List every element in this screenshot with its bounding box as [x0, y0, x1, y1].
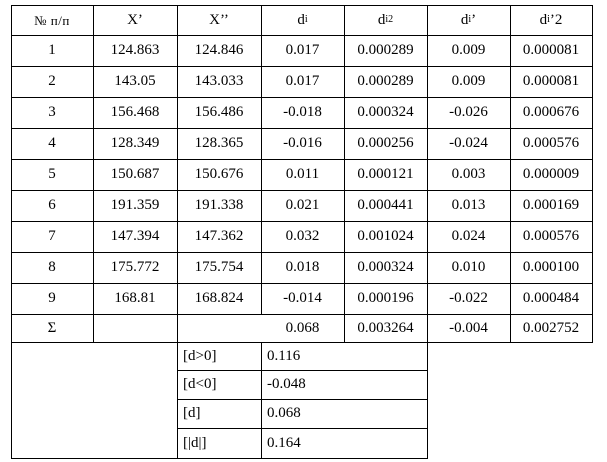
- table-cell-x1: 143.05: [114, 73, 156, 89]
- table-cell-d2: 0.000289: [357, 73, 414, 89]
- col-line: [11, 5, 12, 459]
- sum-d: 0.068: [285, 319, 320, 336]
- table-cell-x2: 156.486: [194, 104, 244, 120]
- stat-label: [d]: [183, 405, 201, 421]
- header-x-double-prime: X’’: [209, 11, 229, 28]
- row-line: [11, 252, 593, 253]
- table-cell-d2: 0.000324: [357, 104, 414, 120]
- table-cell-x1: 175.772: [110, 259, 160, 275]
- header-number: № п/п: [34, 12, 70, 28]
- col-line: [177, 5, 178, 458]
- col-line: [592, 5, 593, 343]
- header-d-prime: [427, 5, 510, 35]
- row-line: [11, 283, 593, 284]
- col-line: [510, 5, 511, 342]
- table-cell-n: 8: [48, 259, 56, 275]
- table-cell-x2: 168.824: [194, 290, 244, 306]
- table-cell-x2: 124.846: [194, 42, 244, 58]
- row-line: [11, 35, 593, 36]
- table-cell-dp: 0.010: [451, 259, 486, 275]
- table-cell-x2: 150.676: [194, 166, 244, 182]
- header-d2-base: d: [377, 11, 386, 28]
- table-cell-x2: 147.362: [194, 228, 244, 244]
- table-cell-n: 1: [48, 42, 56, 58]
- header-d-sub: i: [304, 14, 308, 25]
- header-x-prime: X’: [127, 11, 143, 28]
- table-cell-x1: 150.687: [110, 166, 160, 182]
- table-cell-n: 4: [48, 135, 56, 151]
- header-dp-sub: i: [468, 14, 472, 25]
- table-cell-x2: 191.338: [194, 197, 244, 213]
- row-line: [11, 159, 593, 160]
- table-cell-dp2: 0.000009: [522, 166, 580, 182]
- table-cell-dp: 0.009: [451, 73, 486, 89]
- table-cell-d2: 0.000121: [357, 166, 414, 182]
- table-cell-x1: 128.349: [110, 135, 160, 151]
- header-d-squared: [344, 5, 427, 35]
- table-cell-d: -0.016: [283, 135, 322, 151]
- header-d-prime-squared: [510, 5, 592, 35]
- row-line: [11, 190, 593, 191]
- stat-label: [|d|]: [183, 434, 207, 451]
- row-line: [11, 5, 593, 6]
- col-line: [344, 5, 345, 342]
- table-cell-dp2: 0.000081: [522, 42, 580, 58]
- row-line: [11, 314, 593, 315]
- table-cell-dp: -0.026: [449, 104, 488, 120]
- table-cell-dp: 0.024: [451, 228, 486, 244]
- table-cell-d2: 0.001024: [357, 228, 414, 244]
- header-d2-sup: 2: [388, 14, 394, 25]
- row-line: [177, 399, 428, 400]
- stat-label: [d>0]: [183, 347, 217, 364]
- row-line: [177, 428, 428, 429]
- table-cell-d2: 0.000256: [357, 135, 414, 151]
- table-cell-d: 0.011: [285, 166, 320, 182]
- header-dp2-suffix: ’2: [549, 11, 563, 28]
- table-cell-x2: 175.754: [194, 259, 244, 275]
- table-cell-dp2: 0.000081: [522, 73, 580, 89]
- table-cell-n: 7: [48, 228, 56, 244]
- table-cell-dp2: 0.000576: [522, 228, 580, 244]
- table-cell-n: 5: [48, 166, 56, 182]
- table-cell-x1: 191.359: [110, 197, 160, 213]
- table-cell-d2: 0.000324: [357, 259, 414, 275]
- stat-value: 0.116: [267, 347, 301, 364]
- table-cell-dp2: 0.000100: [522, 259, 580, 275]
- table-cell-dp: 0.003: [451, 166, 486, 182]
- table-cell-d: 0.017: [285, 42, 320, 58]
- table-cell-d2: 0.000441: [357, 197, 414, 213]
- row-line: [11, 66, 593, 67]
- col-line: [427, 5, 428, 459]
- table-cell-x2: 143.033: [194, 73, 244, 89]
- table-cell-n: 9: [48, 290, 56, 306]
- stat-value: -0.048: [267, 376, 306, 392]
- table-cell-n: 2: [48, 73, 56, 89]
- header-dp-suffix: ’: [471, 11, 477, 28]
- header-dp2-sub: i: [547, 14, 550, 25]
- table-cell-dp: 0.013: [451, 197, 486, 213]
- table-cell-d: -0.014: [283, 290, 322, 306]
- table-cell-d: 0.032: [285, 228, 320, 244]
- table-cell-dp2: 0.000484: [522, 290, 580, 306]
- table-cell-dp2: 0.000576: [522, 135, 580, 151]
- header-dp-base: d: [460, 11, 469, 28]
- table-cell-x1: 124.863: [110, 42, 160, 58]
- header-d-base: d: [297, 11, 305, 28]
- table-cell-d: 0.017: [285, 73, 320, 89]
- header-dp2-base: d: [539, 11, 548, 28]
- sum-dp: -0.004: [449, 319, 488, 336]
- table-cell-x1: 168.81: [114, 290, 156, 306]
- table-cell-d: 0.021: [285, 197, 320, 213]
- stat-value: 0.164: [267, 434, 301, 451]
- stat-label: [d<0]: [183, 376, 217, 392]
- table-cell-dp2: 0.000169: [522, 197, 580, 213]
- sum-dp2: 0.002752: [522, 319, 580, 336]
- col-line: [261, 342, 262, 458]
- header-d2-sub: i: [385, 14, 389, 25]
- row-line: [11, 221, 593, 222]
- row-line: [177, 370, 428, 371]
- table-cell-n: 6: [48, 197, 56, 213]
- sum-d2: 0.003264: [357, 319, 414, 336]
- row-line: [11, 342, 593, 343]
- col-line: [261, 5, 262, 314]
- table-cell-x1: 156.468: [110, 104, 160, 120]
- table-cell-dp: -0.022: [449, 290, 488, 306]
- table-cell-d: -0.018: [283, 104, 322, 120]
- sum-label: Σ: [47, 319, 57, 336]
- table-cell-d2: 0.000196: [357, 290, 414, 306]
- row-line: [11, 128, 593, 129]
- table-cell-dp: 0.009: [451, 42, 486, 58]
- table-cell-d: 0.018: [285, 259, 320, 275]
- table-cell-n: 3: [48, 104, 56, 120]
- col-line: [93, 5, 94, 342]
- row-line: [11, 458, 428, 459]
- table-cell-dp: -0.024: [449, 135, 488, 151]
- table-cell-d2: 0.000289: [357, 42, 414, 58]
- table-cell-x1: 147.394: [110, 228, 160, 244]
- stat-value: 0.068: [267, 405, 301, 421]
- row-line: [11, 97, 593, 98]
- table-cell-x2: 128.365: [194, 135, 244, 151]
- header-d: [261, 5, 344, 35]
- table-cell-dp2: 0.000676: [522, 104, 580, 120]
